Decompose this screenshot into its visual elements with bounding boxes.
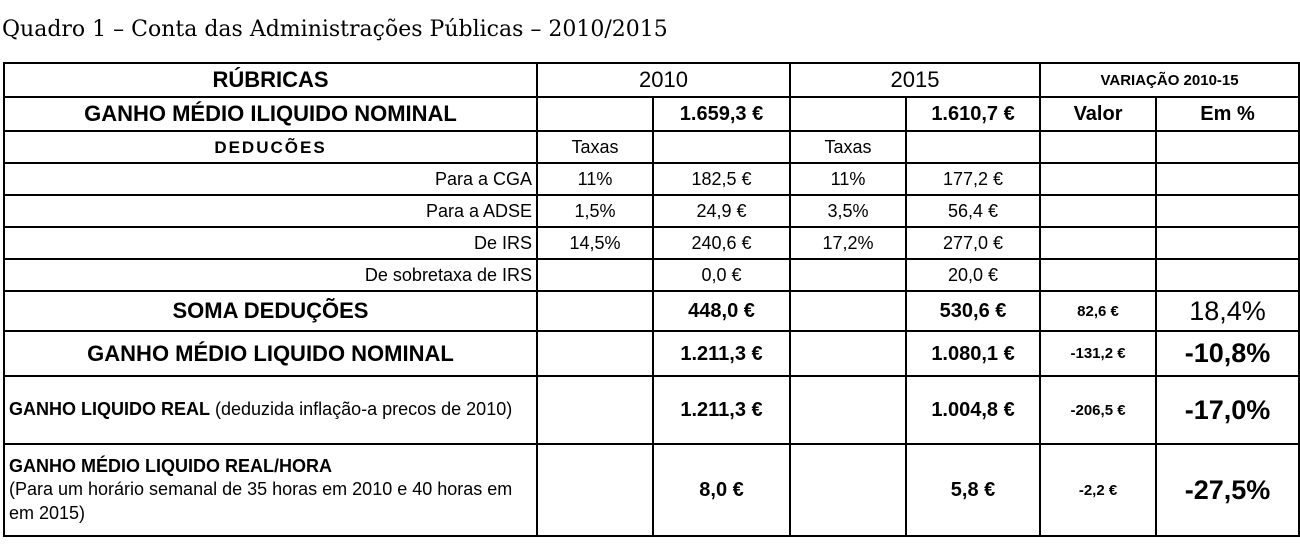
header-rubricas: RÚBRICAS: [4, 63, 537, 97]
value-2015: 5,8 €: [906, 444, 1040, 536]
row-label: [4, 444, 537, 536]
variation-percent: -10,8%: [1156, 331, 1299, 376]
em-pct-header: Em %: [1156, 97, 1299, 131]
value-2015: 530,6 €: [906, 291, 1040, 331]
valor-header: Valor: [1040, 97, 1156, 131]
value-2010: 182,5 €: [653, 163, 790, 195]
row-label: SOMA DEDUÇÕES: [4, 291, 537, 331]
empty-cell: [790, 259, 906, 291]
empty-cell: [1156, 195, 1299, 227]
header-2010: 2010: [537, 63, 790, 97]
empty-cell: [1156, 131, 1299, 163]
row-ganho-iliquido-nominal: [4, 97, 1299, 131]
row-label: De IRS: [4, 227, 537, 259]
variation-percent: 18,4%: [1156, 291, 1299, 331]
empty-cell: [1040, 259, 1156, 291]
value-2015: 20,0 €: [906, 259, 1040, 291]
variation-value: 82,6 €: [1040, 291, 1156, 331]
row-label: DEDUCÕES: [4, 131, 537, 163]
header-variacao: VARIAÇÃO 2010-15: [1040, 63, 1299, 97]
empty-cell: [1040, 227, 1156, 259]
row-label-bold: GANHO MÉDIO LIQUIDO REAL/HORA: [9, 455, 332, 476]
empty-cell: [1040, 163, 1156, 195]
table-caption: Quadro 1 – Conta das Administrações Públicas – 2010/2015: [2, 17, 668, 42]
empty-cell: [537, 97, 653, 131]
empty-cell: [537, 376, 653, 444]
header-row: [4, 63, 1299, 97]
empty-cell: [790, 291, 906, 331]
empty-cell: [653, 131, 790, 163]
empty-cell: [537, 291, 653, 331]
row-ganho-liquido-nominal: [4, 331, 1299, 376]
row-sobretaxa: [4, 259, 1299, 291]
value-2015: 56,4 €: [906, 195, 1040, 227]
value-2015: 277,0 €: [906, 227, 1040, 259]
row-label: Para a ADSE: [4, 195, 537, 227]
empty-cell: [1156, 163, 1299, 195]
rate-2010: 1,5%: [537, 195, 653, 227]
value-2015: 1.080,1 €: [906, 331, 1040, 376]
value-2015: 1.610,7 €: [906, 97, 1040, 131]
empty-cell: [537, 444, 653, 536]
value-2015: 1.004,8 €: [906, 376, 1040, 444]
value-2010: 1.659,3 €: [653, 97, 790, 131]
value-2010: 1.211,3 €: [653, 376, 790, 444]
empty-cell: [537, 331, 653, 376]
taxas-2010: Taxas: [537, 131, 653, 163]
rate-2010: 11%: [537, 163, 653, 195]
row-ganho-liquido-real: [4, 376, 1299, 444]
variation-percent: -17,0%: [1156, 376, 1299, 444]
variation-value: -2,2 €: [1040, 444, 1156, 536]
row-cga: [4, 163, 1299, 195]
row-adse: [4, 195, 1299, 227]
row-label: [4, 376, 537, 444]
rate-2015: 3,5%: [790, 195, 906, 227]
empty-cell: [1156, 227, 1299, 259]
empty-cell: [537, 259, 653, 291]
rate-2015: 11%: [790, 163, 906, 195]
value-2010: 240,6 €: [653, 227, 790, 259]
variation-value: -206,5 €: [1040, 376, 1156, 444]
value-2010: 448,0 €: [653, 291, 790, 331]
empty-cell: [790, 376, 906, 444]
value-2010: 0,0 €: [653, 259, 790, 291]
empty-cell: [1040, 131, 1156, 163]
value-2010: 24,9 €: [653, 195, 790, 227]
empty-cell: [790, 331, 906, 376]
header-2015: 2015: [790, 63, 1040, 97]
empty-cell: [1040, 195, 1156, 227]
row-soma-deducoes: [4, 291, 1299, 331]
row-ganho-real-hora: [4, 444, 1299, 536]
empty-cell: [1156, 259, 1299, 291]
row-irs: [4, 227, 1299, 259]
taxas-2015: Taxas: [790, 131, 906, 163]
value-2015: 177,2 €: [906, 163, 1040, 195]
row-label: GANHO MÉDIO LIQUIDO NOMINAL: [4, 331, 537, 376]
row-label: Para a CGA: [4, 163, 537, 195]
rate-2010: 14,5%: [537, 227, 653, 259]
variation-percent: -27,5%: [1156, 444, 1299, 536]
empty-cell: [790, 97, 906, 131]
variation-value: -131,2 €: [1040, 331, 1156, 376]
empty-cell: [906, 131, 1040, 163]
value-2010: 8,0 €: [653, 444, 790, 536]
row-deducoes: [4, 131, 1299, 163]
rate-2015: 17,2%: [790, 227, 906, 259]
row-label-bold: GANHO LIQUIDO REAL: [9, 399, 210, 420]
row-label: De sobretaxa de IRS: [4, 259, 537, 291]
empty-cell: [790, 444, 906, 536]
row-label: GANHO MÉDIO ILIQUIDO NOMINAL: [4, 97, 537, 131]
row-label-note: (Para um horário semanal de 35 horas em 2010 e 40 horas em em 2015): [9, 479, 513, 523]
value-2010: 1.211,3 €: [653, 331, 790, 376]
public-accounts-table: [3, 62, 1300, 537]
row-label-note: (deduzida inflação-a precos de 2010): [215, 399, 513, 420]
